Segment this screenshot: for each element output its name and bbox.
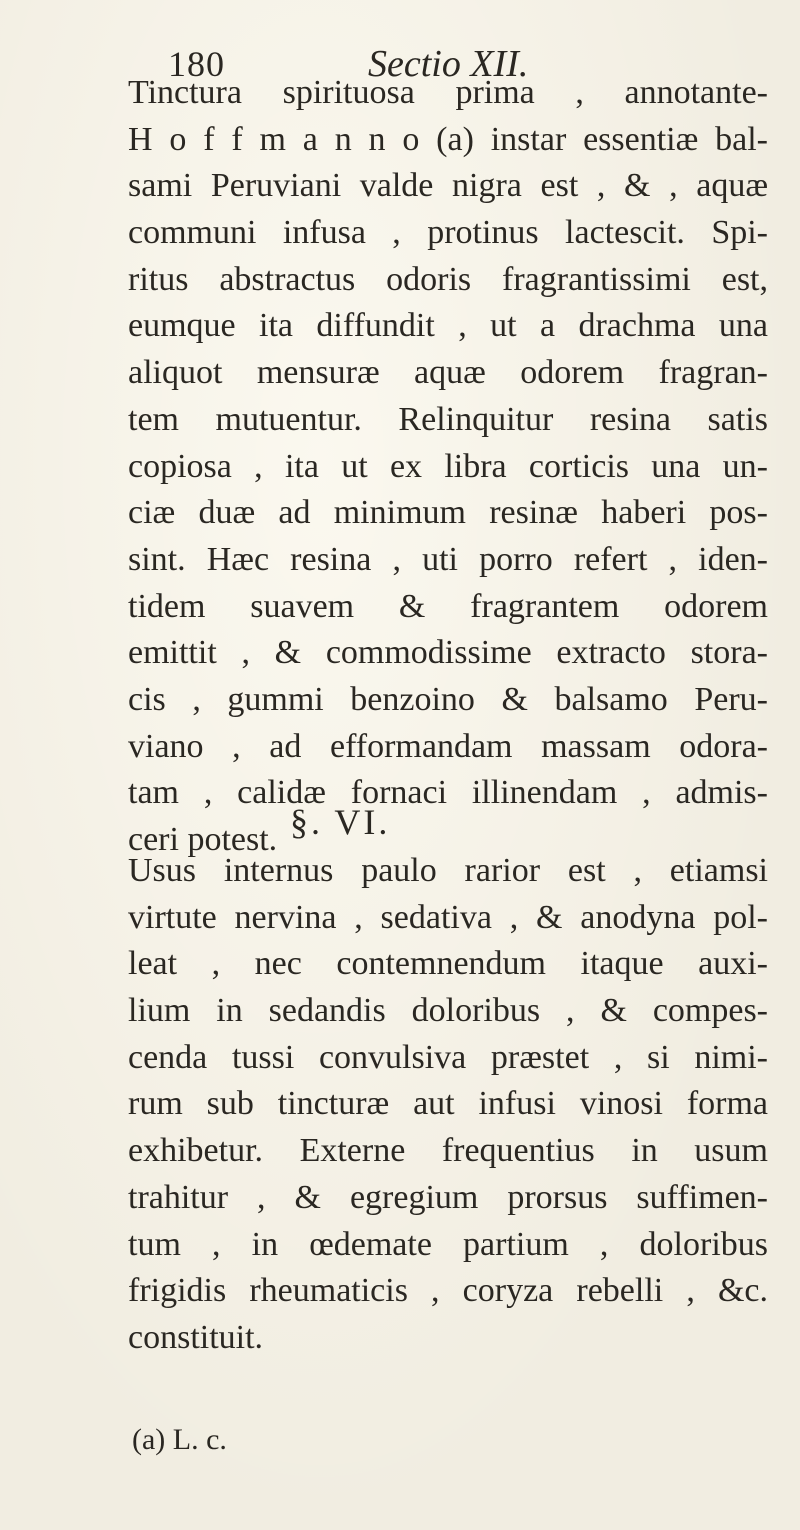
- text-line: tidem suavem & fragrantem odorem: [128, 587, 768, 625]
- text-line: ritus abstractus odoris fragrantissimi est,: [128, 260, 768, 298]
- text-line: frigidis rheumaticis , coryza rebelli , &c.: [128, 1272, 768, 1310]
- text-line: copiosa , ita ut ex libra corticis una un-: [128, 447, 768, 485]
- text-line: ceri potest.: [128, 821, 278, 858]
- text-line: ciæ duæ ad minimum resinæ haberi pos-: [128, 494, 768, 532]
- text-line: sint. Hæc resina , uti porro refert , iden-: [128, 540, 768, 578]
- text-line: emittit , & commodissime extracto stora-: [128, 634, 768, 672]
- text-line: tum , in œdemate partium , doloribus: [128, 1225, 768, 1263]
- text-line: tam , calidæ fornaci illinendam , admis-: [128, 774, 768, 812]
- text-line: rum sub tincturæ aut infusi vinosi forma: [128, 1085, 768, 1123]
- text-line: trahitur , & egregium prorsus suffimen-: [128, 1178, 768, 1216]
- page-number: 180: [168, 44, 225, 84]
- text-line: cenda tussi convulsiva præstet , si nimi-: [128, 1038, 768, 1076]
- running-head: Sectio XII.: [368, 43, 529, 85]
- text-line: exhibetur. Externe frequentius in usum: [128, 1132, 768, 1170]
- text-line: tem mutuentur. Relinquitur resina satis: [128, 400, 768, 438]
- text-line: communi infusa , protinus lactescit. Spi-: [128, 214, 768, 252]
- text-line: Usus internus paulo rarior est , etiamsi: [128, 852, 768, 889]
- text-line: Tinctura spirituosa prima , annotante-: [128, 74, 768, 111]
- text-line: viano , ad efformandam massam odora-: [128, 727, 768, 765]
- text-line: leat , nec contemnendum itaque auxi-: [128, 945, 768, 983]
- paragraph-tinctura: [128, 70, 768, 864]
- text-line: cis , gummi benzoino & balsamo Peru-: [128, 680, 768, 718]
- text-line: virtute nervina , sedativa , & anodyna pol-: [128, 898, 768, 936]
- footnote: (a) L. c.: [132, 1423, 227, 1456]
- text-line: eumque ita diffundit , ut a drachma una: [128, 307, 768, 345]
- text-line: H o f f m a n n o (a) instar essentiæ bal-: [128, 120, 768, 158]
- text-line: aliquot mensuræ aquæ odorem fragran-: [128, 354, 768, 392]
- text-line: constituit.: [128, 1318, 264, 1356]
- text-line: lium in sedandis doloribus , & compes-: [128, 992, 768, 1030]
- section-heading: §. VI.: [290, 802, 391, 842]
- paragraph-usus: [128, 848, 768, 1362]
- text-line: sami Peruviani valde nigra est , & , aquæ: [128, 167, 768, 205]
